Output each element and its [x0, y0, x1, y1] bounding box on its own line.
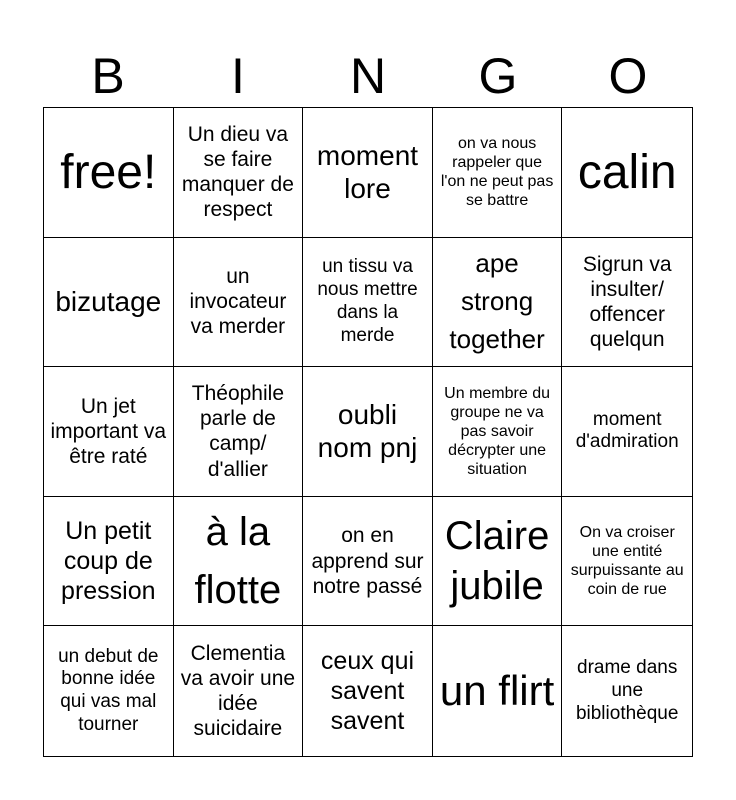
bingo-cell[interactable]: drame dans une bibliothèque — [575, 657, 679, 724]
header-letter-b: B — [91, 48, 125, 104]
bingo-cell[interactable]: moment d'admiration — [562, 367, 692, 497]
header-letter-i: I — [231, 48, 245, 104]
bingo-cell[interactable]: Un petit coup de pression — [44, 497, 174, 627]
bingo-cell[interactable]: un flirt — [433, 626, 563, 756]
bingo-cell[interactable]: oubli nom pnj — [303, 367, 433, 497]
bingo-cell[interactable]: moment lore — [303, 108, 433, 238]
bingo-cell[interactable]: ape strong together — [433, 238, 563, 368]
bingo-cell[interactable]: Un jet important va être raté — [44, 367, 174, 497]
bingo-cell[interactable]: bizutage — [44, 238, 174, 368]
bingo-cell-free[interactable]: free! — [44, 108, 174, 238]
bingo-cell[interactable]: on va nous rappeler que l'on ne peut pas se battre — [433, 108, 563, 238]
bingo-cell[interactable]: Un dieu va se faire manquer de respect — [174, 108, 304, 238]
bingo-cell[interactable]: calin — [562, 108, 692, 238]
header-letter-n: N — [349, 48, 387, 104]
bingo-cell[interactable]: Théophile parle de camp/ d'allier — [174, 367, 304, 497]
bingo-cell[interactable]: on en apprend sur notre passé — [303, 497, 433, 627]
header-letter-g: G — [478, 48, 518, 104]
bingo-header — [43, 44, 693, 108]
bingo-cell[interactable]: Sigrun va insulter/ offencer quelqun — [562, 238, 692, 368]
bingo-grid — [43, 107, 693, 757]
bingo-cell[interactable]: Un membre du groupe ne va pas savoir décrypter une situation — [433, 367, 563, 497]
bingo-cell[interactable]: un tissu va nous mettre dans la merde — [303, 238, 433, 368]
bingo-cell[interactable]: ceux qui savent savent — [303, 626, 433, 756]
bingo-cell[interactable]: à la flotte — [174, 497, 304, 627]
bingo-cell[interactable]: Clementia va avoir une idée suicidaire — [174, 626, 304, 756]
bingo-cell[interactable]: un invocateur va merder — [174, 238, 304, 368]
header-letter-o: O — [608, 48, 648, 104]
bingo-cell[interactable]: On va croiser une entité surpuissante au coin de rue — [562, 497, 692, 627]
bingo-cell[interactable]: Claire jubile — [433, 497, 563, 627]
bingo-cell[interactable]: un debut de bonne idée qui vas mal tourner — [44, 626, 174, 756]
